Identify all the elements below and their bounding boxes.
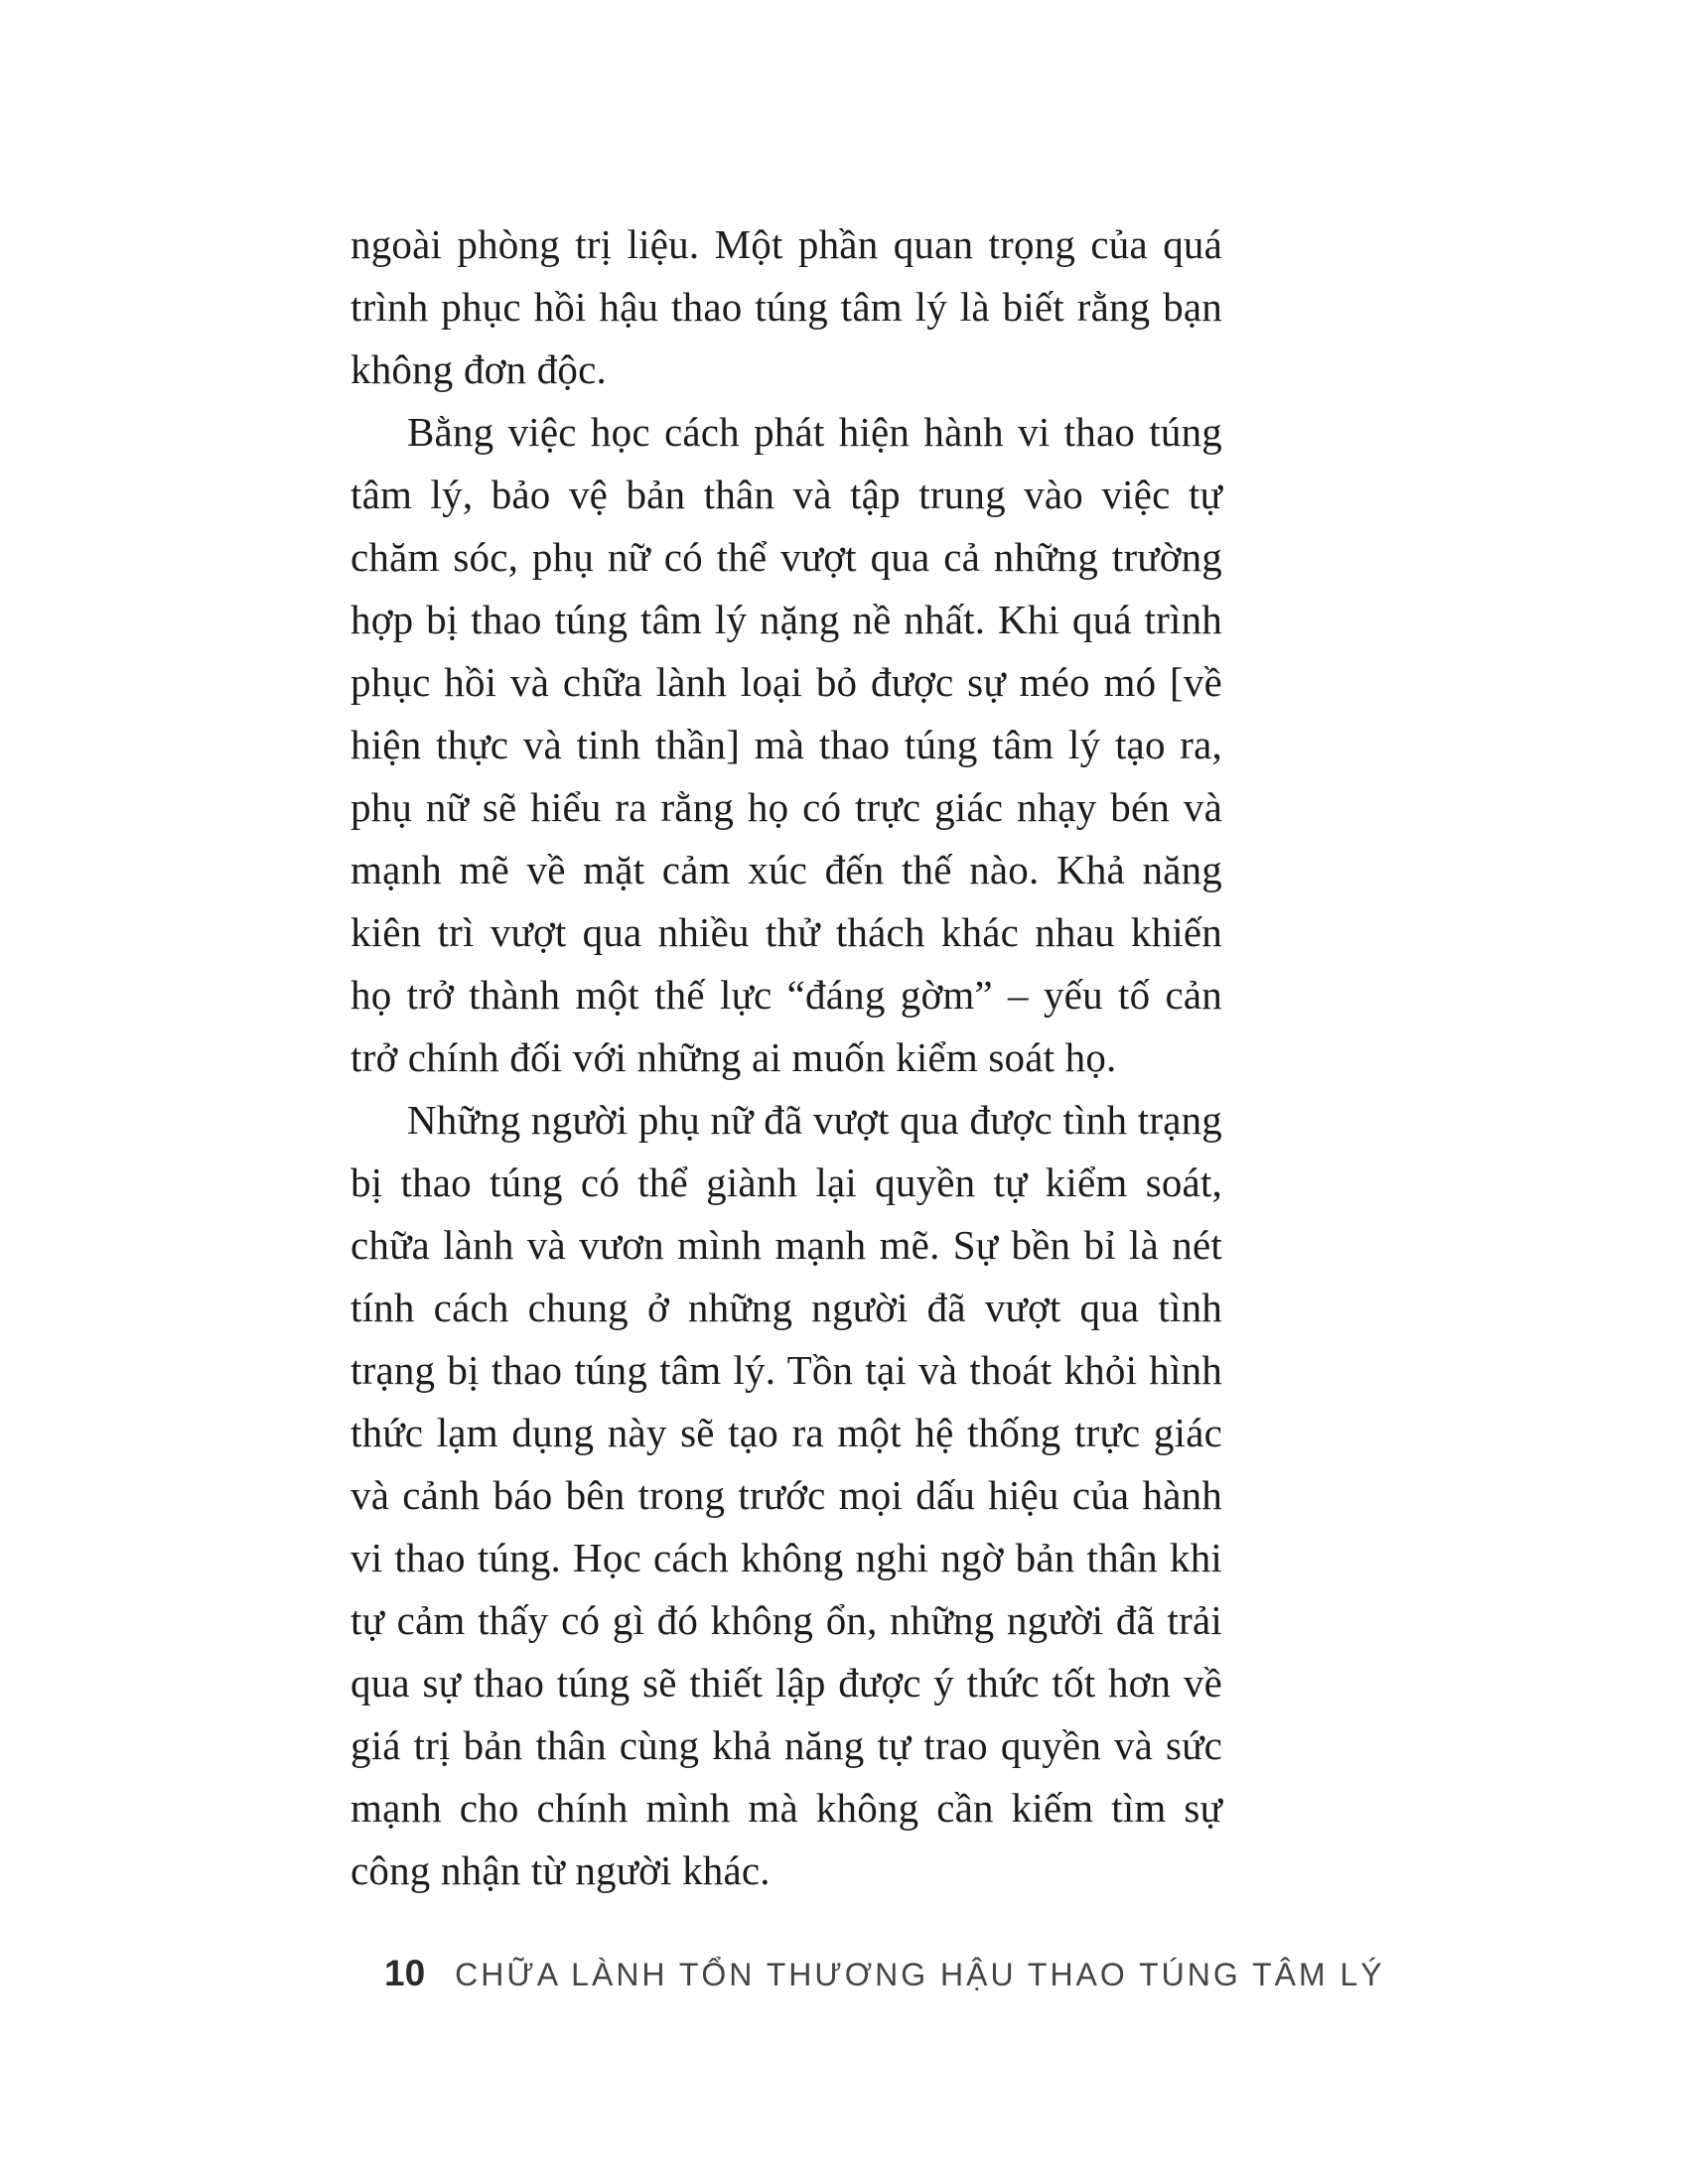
page-footer — [384, 1953, 1385, 1994]
page-number: 10 — [384, 1953, 426, 1993]
paragraph: Những người phụ nữ đã vượt qua được tình trạng bị thao túng có thể giành lại quyền tự kiểm soát, chữa lành và vươn mình mạnh mẽ. Sự bền bỉ là nét tính cách chung ở những người đã vượt qua tình trạng bị thao túng tâm lý. Tồn tại và thoát khỏi hình thức lạm dụng này sẽ tạo ra một hệ thống trực giác và cảnh báo bên trong trước mọi dấu hiệu của hành vi thao túng. Học cách không nghi ngờ bản thân khi tự cảm thấy có gì đó không ổn, những người đã trải qua sự thao túng sẽ thiết lập được ý thức tốt hơn về giá trị bản thân cùng khả năng tự trao quyền và sức mạnh cho chính mình mà không cần kiếm tìm sự công nhận từ người khác. — [351, 1097, 1222, 1893]
running-title: CHỮA LÀNH TỔN THƯƠNG HẬU THAO TÚNG TÂM LÝ — [455, 1957, 1385, 1992]
body-text — [351, 213, 1222, 1902]
paragraph: Bằng việc học cách phát hiện hành vi thao túng tâm lý, bảo vệ bản thân và tập trung vào việc tự chăm sóc, phụ nữ có thể vượt qua cả những trường hợp bị thao túng tâm lý nặng nề nhất. Khi quá trình phục hồi và chữa lành loại bỏ được sự méo mó [về hiện thực và tinh thần] mà thao túng tâm lý tạo ra, phụ nữ sẽ hiểu ra rằng họ có trực giác nhạy bén và mạnh mẽ về mặt cảm xúc đến thế nào. Khả năng kiên trì vượt qua nhiều thử thách khác nhau khiến họ trở thành một thế lực “đáng gờm” – yếu tố cản trở chính đối với những ai muốn kiểm soát họ. — [351, 409, 1222, 1080]
paragraph-continuation: ngoài phòng trị liệu. Một phần quan trọng của quá trình phục hồi hậu thao túng tâm lý là biết rằng bạn không đơn độc. — [351, 221, 1222, 392]
